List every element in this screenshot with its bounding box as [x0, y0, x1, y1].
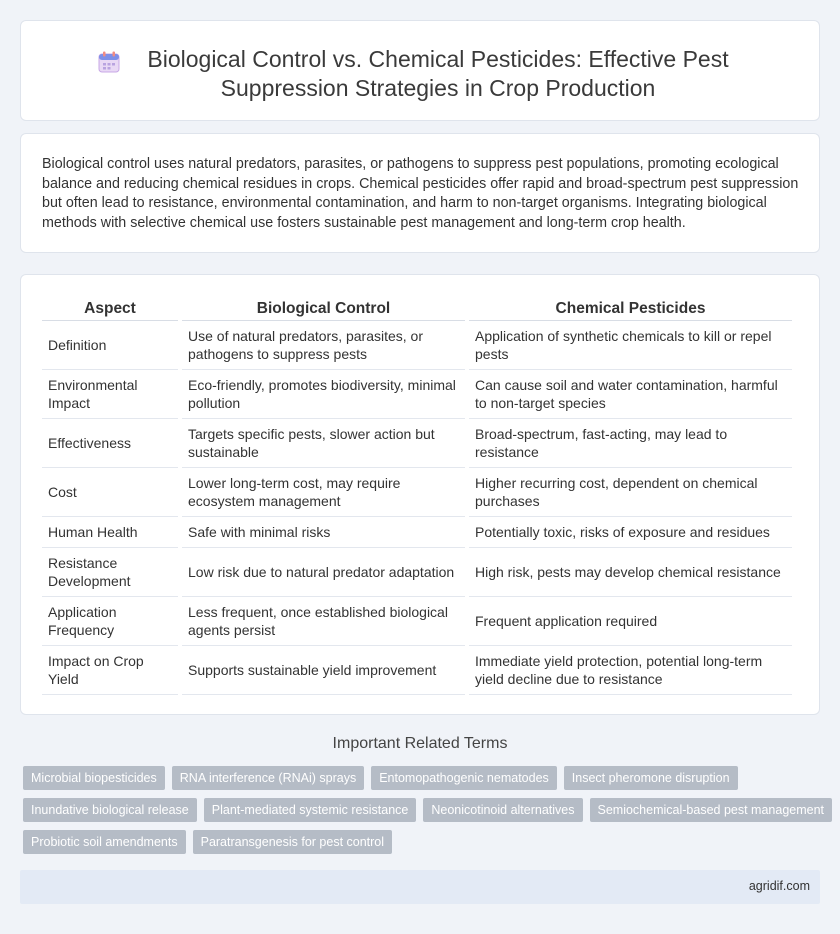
table-row	[42, 646, 792, 695]
cell-chemical: Potentially toxic, risks of exposure and residues	[469, 517, 792, 548]
table-header-row	[42, 297, 792, 321]
cell-aspect: Definition	[42, 321, 178, 370]
cell-aspect: Resistance Development	[42, 548, 178, 597]
footer-site[interactable]: agridif.com	[748, 879, 810, 893]
tag-paratransgenesis[interactable]: Paratransgenesis for pest control	[193, 830, 392, 854]
cell-aspect: Cost	[42, 468, 178, 517]
table-row	[42, 548, 792, 597]
tag-row	[23, 830, 823, 854]
cell-biological: Low risk due to natural predator adaptation	[182, 548, 465, 597]
cell-chemical: Application of synthetic chemicals to kill or repel pests	[469, 321, 792, 370]
cell-biological: Use of natural predators, parasites, or pathogens to suppress pests	[182, 321, 465, 370]
tag-systemic-resistance[interactable]: Plant-mediated systemic resistance	[204, 798, 417, 822]
calendar-icon	[97, 50, 121, 74]
cell-aspect: Environmental Impact	[42, 370, 178, 419]
cell-aspect: Effectiveness	[42, 419, 178, 468]
cell-aspect: Impact on Crop Yield	[42, 646, 178, 695]
cell-chemical: High risk, pests may develop chemical resistance	[469, 548, 792, 597]
tag-row	[23, 798, 823, 822]
header-biological-control: Biological Control	[182, 297, 465, 321]
cell-biological: Lower long-term cost, may require ecosystem management	[182, 468, 465, 517]
tag-inundative-release[interactable]: Inundative biological release	[23, 798, 197, 822]
title-card	[20, 20, 820, 121]
table-row	[42, 517, 792, 548]
cell-aspect: Human Health	[42, 517, 178, 548]
page-title: Biological Control vs. Chemical Pesticides: Effective Pest Suppression Strategies in Crop Production	[147, 46, 729, 101]
tag-pheromone-disruption[interactable]: Insect pheromone disruption	[564, 766, 738, 790]
cell-biological: Targets specific pests, slower action but sustainable	[182, 419, 465, 468]
cell-biological: Eco-friendly, promotes biodiversity, minimal pollution	[182, 370, 465, 419]
cell-biological: Less frequent, once established biological agents persist	[182, 597, 465, 646]
header-chemical-pesticides: Chemical Pesticides	[469, 297, 792, 321]
related-terms-title: Important Related Terms	[332, 735, 508, 752]
table-row	[42, 419, 792, 468]
title-wrap	[21, 45, 819, 103]
cell-chemical: Immediate yield protection, potential long-term yield decline due to resistance	[469, 646, 792, 695]
cell-chemical: Higher recurring cost, dependent on chemical purchases	[469, 468, 792, 517]
intro-card	[20, 133, 820, 253]
tag-microbial-biopesticides[interactable]: Microbial biopesticides	[23, 766, 165, 790]
cell-chemical: Frequent application required	[469, 597, 792, 646]
table-row	[42, 468, 792, 517]
related-terms-tags	[23, 766, 823, 862]
tag-neonicotinoid-alternatives[interactable]: Neonicotinoid alternatives	[423, 798, 582, 822]
tag-rnai-sprays[interactable]: RNA interference (RNAi) sprays	[172, 766, 364, 790]
tag-entomopathogenic-nematodes[interactable]: Entomopathogenic nematodes	[371, 766, 557, 790]
cell-chemical: Can cause soil and water contamination, harmful to non-target species	[469, 370, 792, 419]
tag-semiochemical-management[interactable]: Semiochemical-based pest management	[590, 798, 833, 822]
cell-biological: Supports sustainable yield improvement	[182, 646, 465, 695]
comparison-card	[20, 274, 820, 715]
comparison-table	[38, 297, 796, 695]
cell-aspect: Application Frequency	[42, 597, 178, 646]
table-row	[42, 597, 792, 646]
cell-chemical: Broad-spectrum, fast-acting, may lead to resistance	[469, 419, 792, 468]
table-row	[42, 321, 792, 370]
intro-paragraph: Biological control uses natural predators, parasites, or pathogens to suppress pest populations, promoting ecological balance and reducing chemical residues in crops. Chemical pesticides offer rapid and broad-spectrum pest suppression but often lead to resistance, environmental contamination, and harm to non-target organisms. Integrating biological methods with selective chemical use fosters sustainable pest management and long-term crop health.	[42, 156, 799, 232]
tag-row	[23, 766, 823, 790]
footer	[20, 870, 820, 904]
table-row	[42, 370, 792, 419]
header-aspect: Aspect	[42, 297, 178, 321]
cell-biological: Safe with minimal risks	[182, 517, 465, 548]
tag-probiotic-soil[interactable]: Probiotic soil amendments	[23, 830, 186, 854]
